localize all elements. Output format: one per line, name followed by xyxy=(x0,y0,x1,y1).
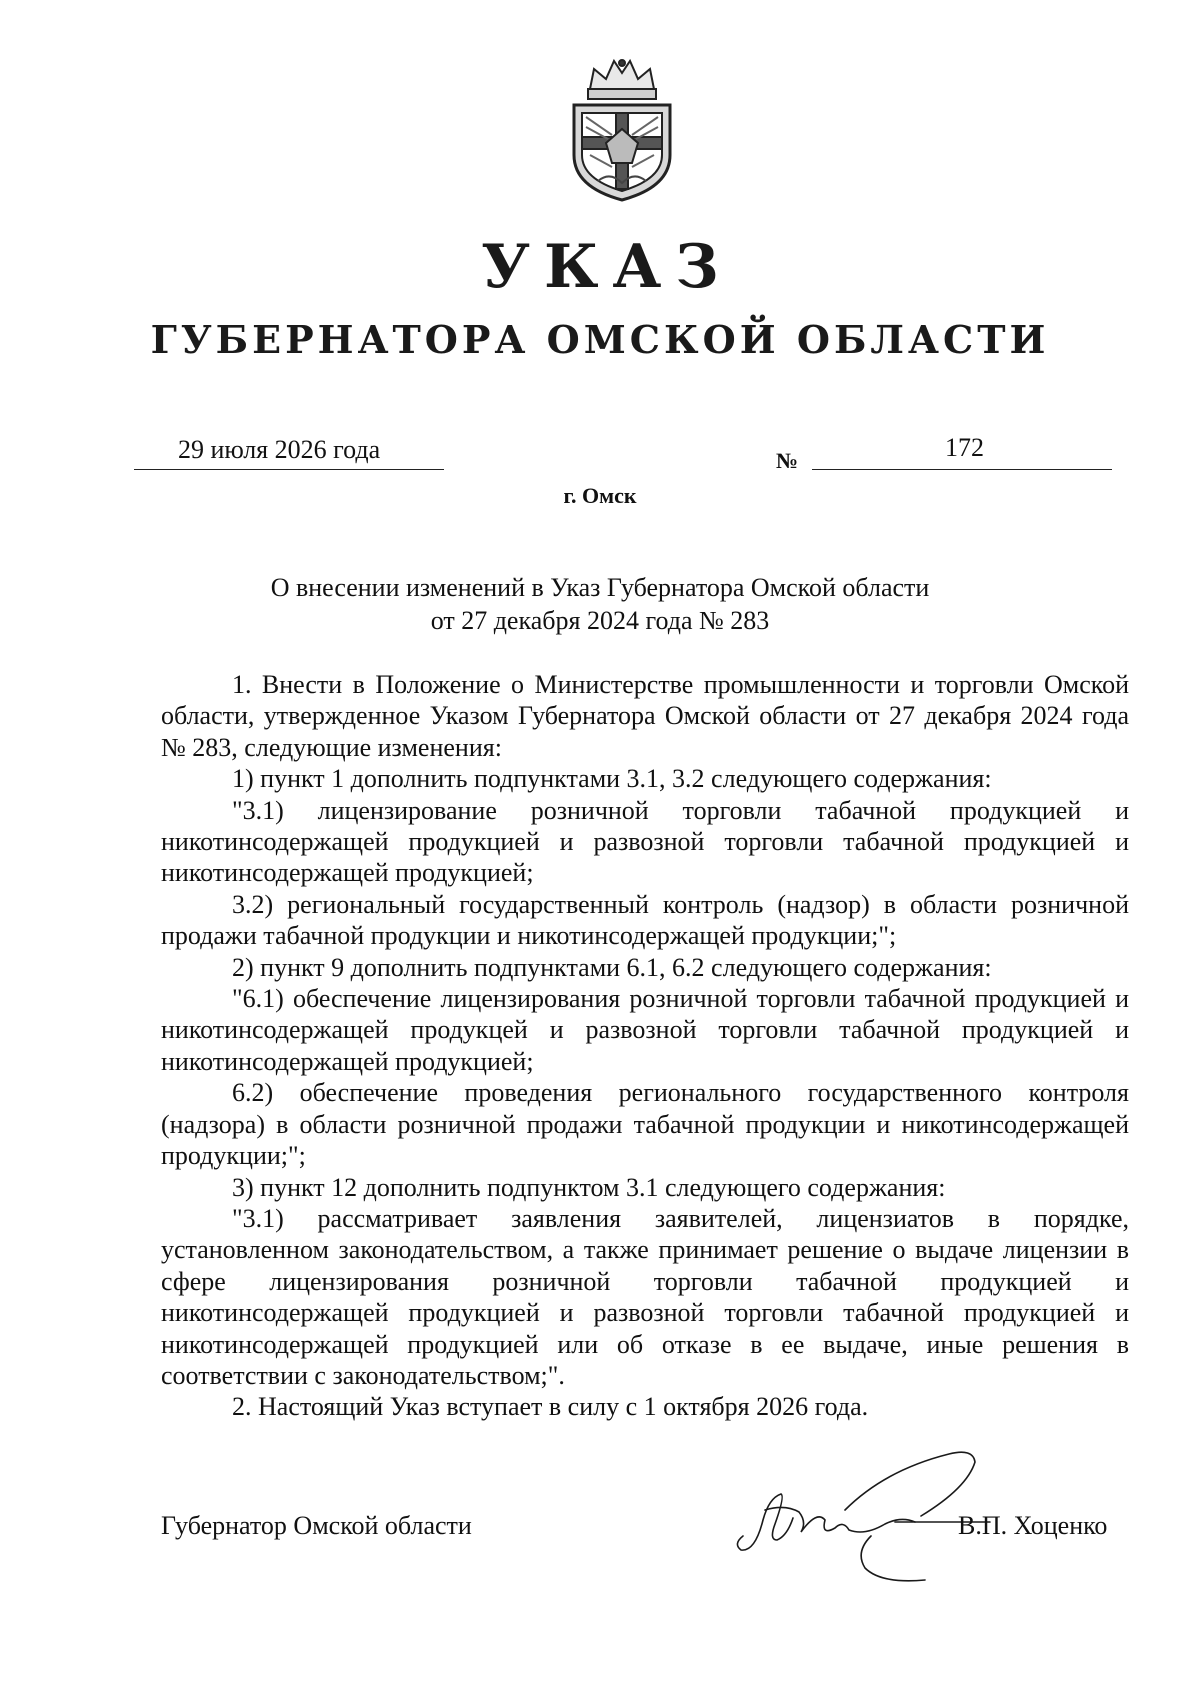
paragraph: "6.1) обеспечение лицензирования розничной торговли табачной продукцией и никотинсодержащей продукцей и развозной торговли табачной продукцией и никотинсодержащей продукцией; xyxy=(161,984,1129,1076)
decree-date: 29 июля 2026 года xyxy=(178,435,381,464)
paragraph: "3.1) рассматривает заявления заявителей, лицензиатов в порядке, установленном законодательством, а также принимает решение о выдаче лицензии в сфере лицензирования розничной торговли табачной продукцией и никотинсодержащей продукцией и развозной торговли табачной продукцией и никотинсодержащей продукцией или об отказе в ее выдаче, иные решения в соответствии с законодательством;". xyxy=(161,1203,1129,1390)
paragraph: 2) пункт 9 дополнить подпунктами 6.1, 6.2 следующего содержания: xyxy=(232,952,992,982)
decree-title: УКАЗ xyxy=(481,232,733,302)
omsk-coat-of-arms-icon xyxy=(560,55,684,203)
signatory-position: Губернатор Омской области xyxy=(161,1511,472,1540)
paragraph: 1. Внести в Положение о Министерстве промышленности и торговли Омской области, утвержденное Указом Губернатора Омской области от 27 декабря 2024 года № 283, следующие изменения: xyxy=(161,670,1129,762)
number-sign: № xyxy=(776,448,799,473)
paragraph: 1) пункт 1 дополнить подпунктами 3.1, 3.2 следующего содержания: xyxy=(232,764,992,794)
number-underline xyxy=(812,469,1112,470)
subject-line: О внесении изменений в Указ Губернатора Омской области xyxy=(270,573,930,602)
city: г. Омск xyxy=(563,483,637,508)
subject-line: от 27 декабря 2024 года № 283 xyxy=(430,606,770,635)
decree-subject xyxy=(0,571,1200,637)
date-underline xyxy=(134,469,444,470)
paragraph: "3.1) лицензирование розничной торговли табачной продукцией и никотинсодержащей продукцией и развозной торговли табачной продукцией и никотинсодержащей продукцией; xyxy=(161,795,1129,888)
paragraph: 3.2) региональный государственный контроль (надзор) в области розничной продажи табачной продукции и никотинсодержащей продукции;"; xyxy=(161,889,1129,951)
paragraph: 2. Настоящий Указ вступает в силу с 1 октября 2026 года. xyxy=(232,1392,869,1422)
issuer-title: ГУБЕРНАТОРА ОМСКОЙ ОБЛАСТИ xyxy=(150,317,1050,362)
decree-body xyxy=(161,669,1129,1423)
signatory-name: В.П. Хоценко xyxy=(958,1511,1108,1540)
paragraph: 3) пункт 12 дополнить подпунктом 3.1 следующего содержания: xyxy=(232,1172,946,1202)
paragraph: 6.2) обеспечение проведения регионального государственного контроля (надзора) в области розничной продажи табачной продукции и никотинсодержащей продукции;"; xyxy=(161,1078,1129,1171)
decree-number: 172 xyxy=(945,433,984,462)
